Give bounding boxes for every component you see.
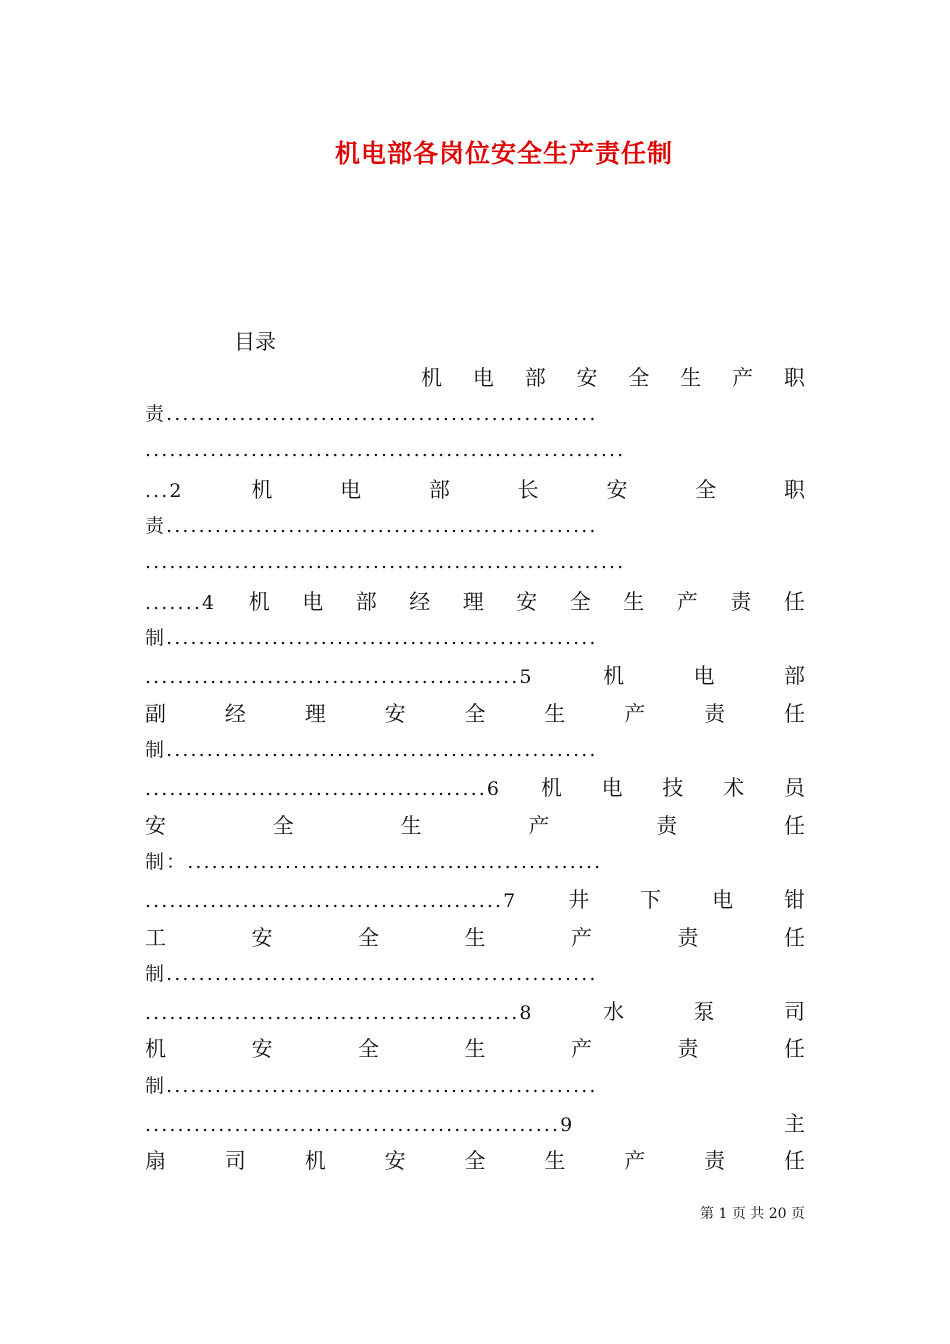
toc-line (421, 362, 805, 392)
toc-line-segment: 产 (571, 1037, 592, 1062)
toc-line-segment: 经 (409, 589, 431, 614)
toc-line (145, 884, 805, 914)
toc-line-segment: 电 (340, 477, 362, 502)
document-title: 机电部各岗位安全生产责任制 (334, 139, 673, 168)
toc-line-segment: 责..................................................... (145, 515, 598, 538)
toc-line-segment: .......4 (145, 591, 217, 614)
toc-line-segment: 机 (248, 589, 270, 614)
toc-line (145, 772, 805, 802)
toc-line-segment: 电 (712, 888, 734, 913)
toc-line-segment: 安 (576, 366, 598, 390)
toc-line-segment: 技 (662, 776, 684, 801)
toc-line-segment: 钳 (783, 888, 805, 913)
toc-line (145, 698, 805, 728)
toc-line-segment: 安 (145, 813, 166, 838)
toc-line (145, 847, 805, 877)
toc-line-segment: 责 (704, 701, 726, 726)
toc-line-segment: 部 (783, 664, 805, 689)
toc-line-segment: 任 (783, 589, 805, 614)
toc-line-segment: 理 (304, 701, 326, 726)
toc-line (145, 549, 805, 579)
toc-line-segment: 责 (656, 813, 678, 838)
toc-line-segment: 机 (251, 477, 273, 502)
toc-line-segment: 全 (272, 813, 294, 838)
toc-line (145, 922, 805, 952)
toc-line-segment: 任 (783, 813, 805, 838)
toc-line-segment: 生 (544, 1149, 566, 1174)
toc-line-segment: 机 (304, 1149, 326, 1174)
toc-line-segment: 理 (462, 589, 484, 614)
toc-line (145, 1033, 805, 1063)
toc-line-segment: 扇 (145, 1149, 166, 1174)
toc-line-segment: 安 (384, 1149, 406, 1174)
toc-line-segment: 产 (528, 813, 550, 838)
toc-line-segment: ..........................................6 (145, 778, 502, 801)
toc-line-segment: 主 (784, 1112, 805, 1136)
toc-line-segment: 责 (677, 1037, 699, 1062)
toc-line-segment: 机 (421, 366, 442, 390)
toc-line-segment: 任 (784, 701, 805, 726)
toc-line (145, 1071, 805, 1101)
toc-line-segment: 安 (516, 589, 538, 614)
toc-line-segment: 工 (145, 925, 166, 950)
toc-line-segment: 制..................................................... (145, 739, 598, 761)
toc-line-segment: 部 (428, 477, 450, 502)
toc-line (145, 437, 805, 467)
toc-line-segment: 生 (680, 366, 702, 390)
toc-line-segment: 任 (784, 925, 805, 950)
toc-line (145, 810, 805, 840)
toc-line-segment: 生 (544, 701, 566, 726)
toc-line-segment: ............................................7 (145, 890, 518, 913)
toc-line-segment: ........................................................... (145, 438, 626, 461)
toc-line-segment: 泵 (693, 1000, 715, 1025)
toc-line-segment: 电 (472, 366, 494, 390)
toc-line (145, 474, 805, 504)
toc-line (145, 959, 805, 989)
toc-line-segment: 水 (603, 1000, 625, 1025)
toc-line-segment: 责..................................................... (145, 403, 598, 426)
toc-line-segment: 员 (783, 776, 805, 801)
toc-line-segment: 职 (783, 366, 805, 390)
toc-line-segment: ..............................................8 (145, 1002, 534, 1025)
toc-line-segment: 电 (601, 776, 623, 801)
toc-line-segment: 安 (384, 701, 406, 726)
toc-line-segment: 产 (676, 589, 698, 614)
toc-line-segment: 生 (464, 925, 486, 950)
toc-line-segment: 制：................................................... (145, 850, 603, 873)
toc-line-segment: 电 (693, 664, 715, 689)
toc-line-segment: 产 (624, 701, 646, 726)
toc-line-segment: ...2 (145, 479, 184, 502)
toc-line-segment: 部 (355, 589, 377, 614)
toc-line (145, 660, 805, 690)
toc-line-segment: 责 (677, 925, 699, 950)
toc-line-segment: 全 (569, 589, 591, 614)
toc-line (145, 735, 805, 765)
toc-line-segment: 任 (784, 1149, 805, 1174)
toc-line-segment: 机 (603, 664, 625, 689)
toc-line (145, 1108, 805, 1138)
toc-line (145, 1145, 805, 1175)
toc-line-segment: 产 (732, 366, 754, 390)
toc-line-segment: 井 (568, 888, 590, 913)
toc-line-segment: 制..................................................... (145, 627, 598, 650)
toc-line-segment: 下 (640, 888, 662, 913)
toc-line-segment: 副 (145, 701, 166, 726)
toc-line-segment: 全 (464, 1149, 486, 1174)
toc-line-segment: 经 (224, 701, 246, 726)
toc-line-segment: 司 (783, 1000, 805, 1025)
toc-line-segment: 电 (302, 589, 324, 614)
toc-line-segment: ...................................................9 (145, 1114, 575, 1136)
toc-line-segment: 生 (464, 1037, 486, 1062)
toc-line-segment: 机 (540, 776, 562, 801)
toc-line-segment: 责 (730, 589, 752, 614)
toc-line-segment: 生 (400, 813, 422, 838)
toc-line-segment: 全 (464, 701, 486, 726)
toc-line (145, 399, 805, 429)
toc-line-segment: 全 (695, 477, 717, 502)
toc-line-segment: 安 (251, 1037, 273, 1062)
toc-line-segment: 术 (723, 776, 745, 801)
toc-line-segment: 制..................................................... (145, 1074, 598, 1097)
toc-line-segment: 产 (624, 1149, 646, 1174)
toc-line-segment: 长 (517, 477, 539, 502)
toc-line-segment: 全 (358, 925, 379, 950)
toc-line-segment: 生 (623, 589, 645, 614)
toc-line-segment: 机 (145, 1037, 166, 1062)
toc-line-segment: 制..................................................... (145, 962, 598, 985)
toc-line-segment: 安 (251, 925, 273, 950)
page-footer: 第 1 页 共 20 页 (700, 1206, 805, 1222)
toc-line-segment: 全 (628, 366, 650, 390)
toc-line (145, 623, 805, 653)
toc-line-segment: 职 (783, 477, 805, 502)
toc-line (145, 586, 805, 616)
toc-heading: 目录 (234, 330, 276, 354)
toc-line-segment: 司 (224, 1149, 246, 1174)
toc-line-segment: 任 (784, 1037, 805, 1062)
toc-line (145, 996, 805, 1026)
toc-line-segment: 部 (524, 366, 546, 390)
toc-line-segment: ..............................................5 (145, 666, 534, 689)
toc-line-segment: 责 (704, 1149, 726, 1174)
toc-line-segment: 产 (571, 925, 592, 950)
toc-line-segment: 安 (606, 477, 628, 502)
toc-line-segment: 全 (358, 1037, 379, 1062)
toc-line-segment: ........................................................... (145, 550, 626, 573)
toc-line (145, 511, 805, 541)
